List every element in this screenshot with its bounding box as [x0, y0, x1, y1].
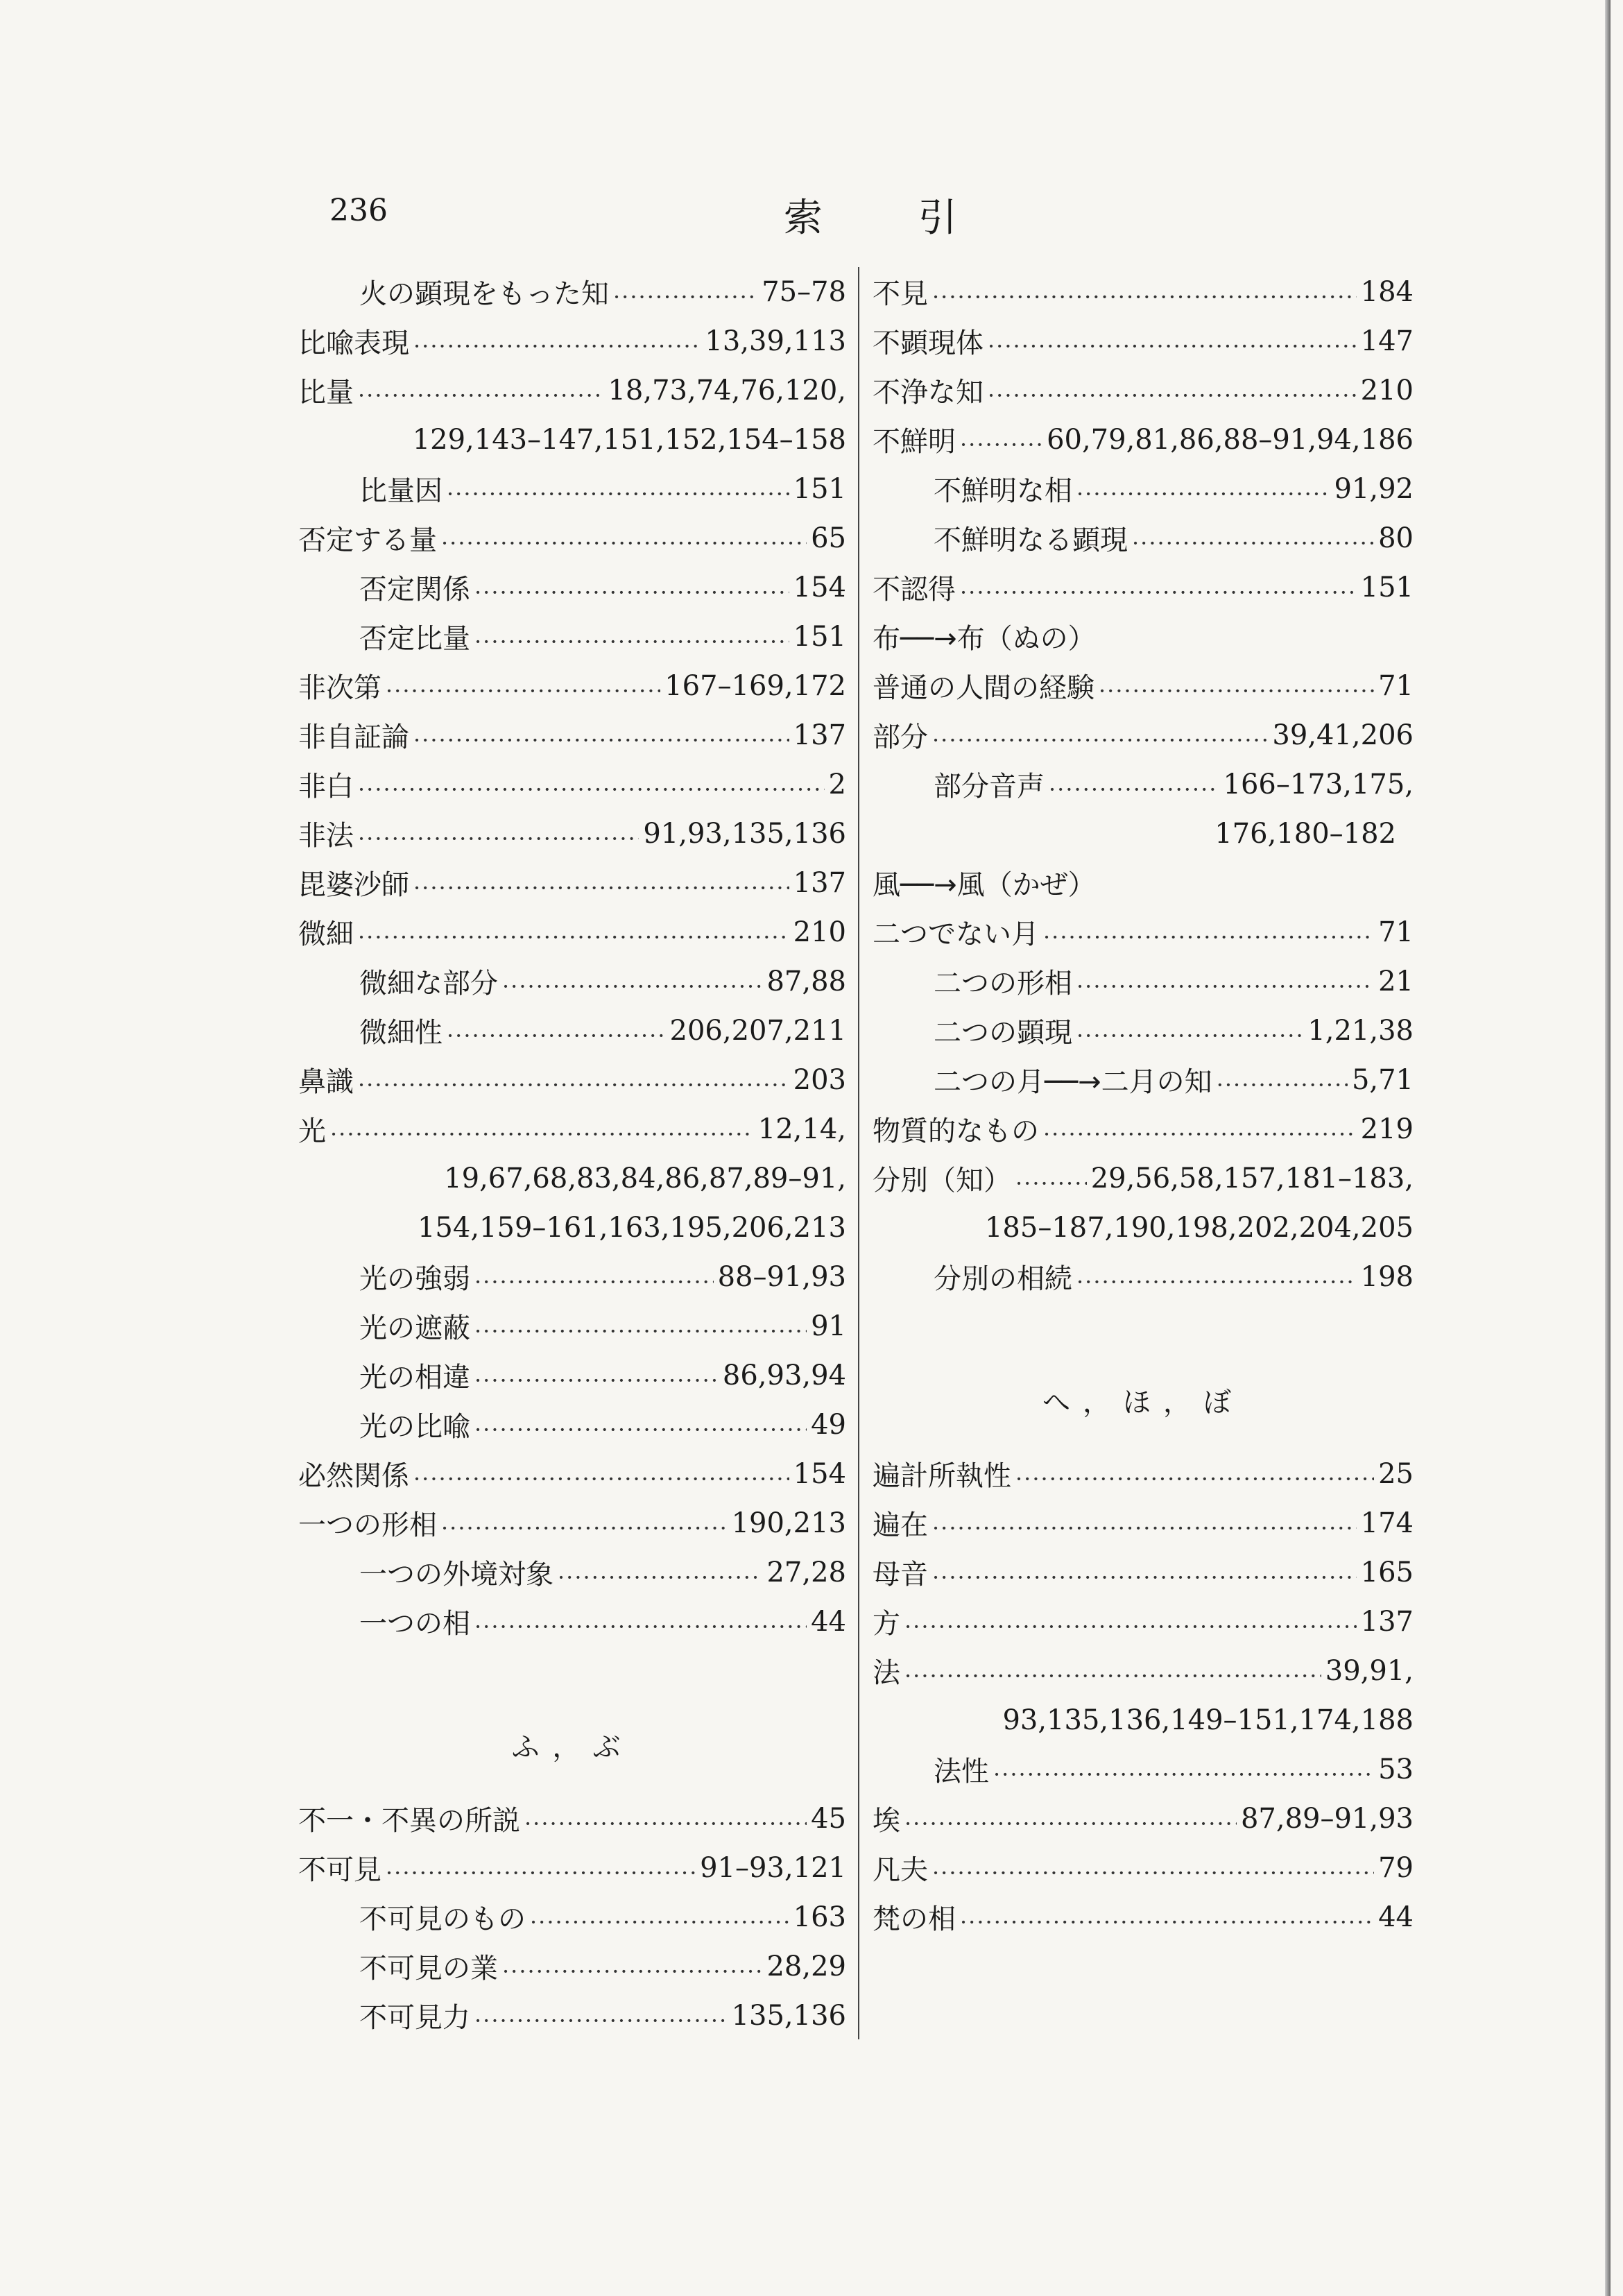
index-entry	[298, 1055, 846, 1104]
dot-leader	[932, 721, 1268, 749]
entry-pages: 25	[1378, 1457, 1414, 1490]
entry-term: 二つの顕現	[934, 1017, 1072, 1049]
entry-term: 否定比量	[359, 623, 470, 655]
dot-leader	[932, 1559, 1357, 1586]
entry-term: 部分	[873, 721, 928, 753]
index-cross-reference	[873, 858, 1414, 907]
entry-pages: 210	[793, 916, 846, 948]
entry-pages: 203	[793, 1063, 846, 1096]
index-subentry	[298, 1351, 846, 1400]
entry-term: 光の遮蔽	[359, 1312, 470, 1344]
dot-leader	[960, 426, 1042, 454]
dot-leader	[474, 623, 789, 651]
entry-pages: 151	[1360, 571, 1414, 603]
entry-pages: 166–173,175,	[1223, 768, 1414, 800]
dot-leader	[1043, 1115, 1357, 1143]
entry-pages: 19,67,68,83,84,86,87,89–91,	[444, 1162, 846, 1194]
dot-leader	[1217, 1066, 1348, 1094]
index-subentry	[873, 957, 1414, 1006]
index-entry	[873, 1154, 1414, 1203]
entry-pages: 18,73,74,76,120,	[608, 374, 846, 406]
index-entry	[873, 1794, 1414, 1843]
entry-term: 梵の相	[873, 1903, 956, 1935]
index-entry	[298, 907, 846, 957]
entry-term: 微細な部分	[359, 968, 498, 1000]
dot-leader	[330, 1115, 754, 1143]
entry-pages: 39,41,206	[1272, 719, 1414, 751]
index-column-right	[873, 267, 1414, 1942]
entry-term: 不見	[873, 278, 928, 310]
entry-pages: 53	[1378, 1753, 1414, 1785]
index-entry	[873, 1498, 1414, 1548]
index-subentry	[298, 957, 846, 1006]
index-entry-continuation	[873, 809, 1414, 858]
entry-pages: 5,71	[1351, 1063, 1414, 1096]
entry-term: 光の相違	[359, 1362, 470, 1394]
entry-term: 遍計所執性	[873, 1460, 1011, 1492]
dot-leader	[413, 1460, 789, 1488]
index-entry	[873, 563, 1414, 612]
entry-term: 微細性	[359, 1017, 443, 1049]
dot-leader	[358, 918, 789, 946]
entry-pages: 91	[811, 1310, 846, 1342]
dot-leader	[474, 2002, 728, 2030]
entry-term: 不鮮明なる顕現	[934, 524, 1128, 556]
dot-leader	[960, 1903, 1374, 1931]
entry-term: 微細	[298, 918, 354, 950]
entry-term: 方	[873, 1608, 900, 1640]
entry-term: 火の顕現をもった知	[359, 278, 609, 310]
index-entry	[873, 1548, 1414, 1597]
dot-leader	[1043, 918, 1374, 946]
entry-term: 不可見のもの	[359, 1903, 526, 1935]
index-entry	[873, 661, 1414, 710]
index-entry	[873, 1892, 1414, 1942]
index-subentry	[298, 1597, 846, 1646]
index-entry-continuation	[298, 1154, 846, 1203]
dot-leader	[904, 1608, 1357, 1636]
entry-pages: 29,56,58,157,181–183,	[1090, 1162, 1414, 1194]
index-entry	[298, 1794, 846, 1843]
entry-term: 二つの月──→二月の知	[934, 1066, 1212, 1098]
entry-pages: 185–187,190,198,202,204,205	[984, 1211, 1414, 1244]
index-subentry	[873, 513, 1414, 563]
dot-leader	[1099, 672, 1374, 700]
index-entry	[298, 809, 846, 858]
entry-pages: 87,89–91,93	[1240, 1802, 1414, 1835]
index-subentry	[873, 1006, 1414, 1055]
index-subentry	[873, 1745, 1414, 1794]
entry-term: 非次第	[298, 672, 381, 704]
index-entry	[873, 366, 1414, 415]
entry-term: 不認得	[873, 574, 956, 606]
entry-term: 布──→布（ぬの）	[873, 623, 1096, 655]
entry-term: 不可見の業	[359, 1953, 498, 1985]
entry-pages: 65	[811, 522, 846, 554]
entry-pages: 91–93,121	[700, 1851, 846, 1884]
index-entry	[298, 366, 846, 415]
index-subentry	[298, 267, 846, 316]
entry-pages: 135,136	[731, 1999, 846, 2032]
index-entry	[873, 1597, 1414, 1646]
index-entry	[873, 1843, 1414, 1892]
dot-leader	[386, 672, 660, 700]
entry-pages: 151	[793, 620, 846, 653]
dot-leader	[1049, 771, 1219, 798]
entry-term: 毘婆沙師	[298, 869, 409, 901]
entry-pages: 165	[1360, 1556, 1414, 1588]
entry-pages: 93,135,136,149–151,174,188	[1002, 1704, 1414, 1736]
entry-pages: 2	[828, 768, 846, 800]
index-entry-continuation	[873, 1695, 1414, 1745]
dot-leader	[1015, 1460, 1374, 1488]
entry-term: 光の強弱	[359, 1263, 470, 1295]
entry-term: 比量因	[359, 475, 443, 507]
dot-leader	[413, 721, 789, 749]
index-entry	[873, 1449, 1414, 1498]
dot-leader	[474, 1312, 807, 1340]
entry-pages: 176,180–182	[1214, 817, 1396, 850]
dot-leader	[413, 327, 701, 355]
entry-term: 物質的なもの	[873, 1115, 1039, 1147]
index-subentry	[873, 1252, 1414, 1301]
entry-term: 部分音声	[934, 771, 1045, 803]
entry-term: 不可見	[298, 1854, 381, 1886]
entry-term: 否定関係	[359, 574, 470, 606]
entry-pages: 147	[1360, 325, 1414, 357]
dot-leader	[1076, 1017, 1303, 1045]
dot-leader	[932, 1509, 1357, 1537]
page-edge-shadow	[1605, 0, 1611, 2296]
index-entry-continuation	[298, 415, 846, 464]
index-entry	[298, 710, 846, 760]
index-entry	[873, 415, 1414, 464]
entry-pages: 129,143–147,151,152,154–158	[412, 423, 846, 456]
entry-pages: 44	[1378, 1901, 1414, 1933]
index-subentry	[873, 760, 1414, 809]
entry-term: 分別（知）	[873, 1165, 1011, 1197]
entry-term: 比喩表現	[298, 327, 409, 359]
entry-pages: 86,93,94	[722, 1359, 846, 1391]
entry-pages: 27,28	[766, 1556, 846, 1588]
page-header	[0, 187, 1623, 250]
entry-term: 鼻識	[298, 1066, 354, 1098]
entry-pages: 75–78	[762, 275, 846, 308]
entry-pages: 198	[1360, 1260, 1414, 1293]
index-subentry	[298, 1548, 846, 1597]
entry-pages: 163	[793, 1901, 846, 1933]
entry-term: 非自証論	[298, 721, 409, 753]
dot-leader	[358, 771, 825, 798]
entry-term: 一つの形相	[298, 1509, 437, 1541]
entry-pages: 167–169,172	[664, 669, 846, 702]
dot-leader	[988, 327, 1357, 355]
entry-pages: 45	[811, 1802, 846, 1835]
entry-term: 普通の人間の経験	[873, 672, 1094, 704]
dot-leader	[530, 1903, 789, 1931]
entry-pages: 79	[1378, 1851, 1414, 1884]
index-entry-continuation	[873, 1203, 1414, 1252]
entry-pages: 154	[793, 571, 846, 603]
entry-term: 非法	[298, 820, 354, 852]
dot-leader	[524, 1805, 807, 1833]
dot-leader	[904, 1805, 1237, 1833]
section-heading-fu: ふ，ぶ	[511, 1731, 633, 1763]
index-subentry	[298, 1400, 846, 1449]
entry-term: 法性	[934, 1756, 989, 1788]
dot-leader	[386, 1854, 696, 1882]
dot-leader	[474, 1362, 719, 1389]
dot-leader	[1076, 968, 1374, 995]
index-subentry	[298, 1942, 846, 1991]
dot-leader	[558, 1559, 762, 1586]
index-cross-reference	[873, 612, 1414, 661]
entry-term: 必然関係	[298, 1460, 409, 1492]
spacer	[873, 1301, 1414, 1351]
index-entry	[298, 858, 846, 907]
entry-pages: 174	[1360, 1507, 1414, 1539]
dot-leader	[932, 1854, 1374, 1882]
dot-leader	[960, 574, 1357, 601]
index-entry	[873, 907, 1414, 957]
entry-term: 分別の相続	[934, 1263, 1072, 1295]
dot-leader	[474, 1608, 807, 1636]
entry-pages: 210	[1360, 374, 1414, 406]
index-subentry	[298, 563, 846, 612]
index-subentry	[298, 1252, 846, 1301]
entry-term: 凡夫	[873, 1854, 928, 1886]
entry-pages: 190,213	[731, 1507, 846, 1539]
page-title: 索 引	[784, 196, 999, 241]
entry-term: 二つでない月	[873, 918, 1039, 950]
dot-leader	[988, 377, 1357, 404]
entry-term: 埃	[873, 1805, 900, 1837]
spacer	[298, 1646, 846, 1695]
dot-leader	[1132, 524, 1374, 552]
column-divider	[858, 267, 859, 2039]
index-entry	[873, 267, 1414, 316]
entry-pages: 154	[793, 1457, 846, 1490]
entry-term: 光の比喩	[359, 1411, 470, 1443]
dot-leader	[474, 1263, 714, 1291]
index-entry	[873, 1646, 1414, 1695]
entry-pages: 49	[811, 1408, 846, 1441]
entry-pages: 21	[1378, 965, 1414, 997]
entry-term: 風──→風（かぜ）	[873, 869, 1096, 901]
index-column-left	[298, 267, 846, 2040]
dot-leader	[1076, 1263, 1357, 1291]
entry-pages: 91,92	[1334, 472, 1414, 505]
entry-term: 不鮮明な相	[934, 475, 1072, 507]
dot-leader	[447, 1017, 666, 1045]
entry-term: 二つの形相	[934, 968, 1072, 1000]
right-entry-group-2	[873, 1449, 1414, 1942]
entry-term: 法	[873, 1657, 900, 1689]
dot-leader	[932, 278, 1357, 306]
index-subentry	[873, 1055, 1414, 1104]
dot-leader	[1076, 475, 1330, 503]
entry-pages: 87,88	[766, 965, 846, 997]
dot-leader	[441, 524, 807, 552]
entry-term: 母音	[873, 1559, 928, 1591]
left-entry-group-2	[298, 1794, 846, 2040]
dot-leader	[358, 820, 639, 848]
index-entry	[873, 316, 1414, 366]
entry-pages: 219	[1360, 1113, 1414, 1145]
entry-term: 遍在	[873, 1509, 928, 1541]
dot-leader	[413, 869, 789, 897]
entry-term: 一つの外境対象	[359, 1559, 553, 1591]
entry-term: 否定する量	[298, 524, 437, 556]
entry-term: 不顕現体	[873, 327, 984, 359]
entry-pages: 137	[793, 866, 846, 899]
dot-leader	[502, 1953, 762, 1980]
dot-leader	[993, 1756, 1374, 1783]
index-subentry	[298, 1301, 846, 1351]
dot-leader	[502, 968, 762, 995]
page-number: 236	[329, 193, 388, 228]
entry-pages: 151	[793, 472, 846, 505]
entry-pages: 71	[1378, 916, 1414, 948]
left-entry-group-1	[298, 267, 846, 1646]
entry-pages: 154,159–161,163,195,206,213	[417, 1211, 846, 1244]
entry-pages: 44	[811, 1605, 846, 1638]
entry-term: 不一・不異の所説	[298, 1805, 520, 1837]
dot-leader	[447, 475, 789, 503]
dot-leader	[358, 1066, 789, 1094]
entry-pages: 1,21,38	[1307, 1014, 1414, 1047]
index-entry	[298, 1104, 846, 1154]
entry-term: 不鮮明	[873, 426, 956, 458]
right-entry-group-1	[873, 267, 1414, 1301]
entry-term: 比量	[298, 377, 354, 409]
dot-leader	[474, 1411, 807, 1439]
index-subentry	[298, 1006, 846, 1055]
index-entry	[298, 513, 846, 563]
dot-leader	[613, 278, 757, 306]
section-heading-he: へ，ほ，ぼ	[1042, 1386, 1244, 1419]
index-entry	[298, 661, 846, 710]
entry-term: 不浄な知	[873, 377, 984, 409]
index-entry	[873, 710, 1414, 760]
index-subentry	[298, 464, 846, 513]
entry-term: 非白	[298, 771, 354, 803]
index-entry	[298, 316, 846, 366]
entry-term: 一つの相	[359, 1608, 470, 1640]
index-subentry	[298, 1991, 846, 2040]
entry-pages: 28,29	[766, 1950, 846, 1982]
entry-pages: 184	[1360, 275, 1414, 308]
index-entry	[298, 1498, 846, 1548]
index-subentry	[298, 1892, 846, 1942]
dot-leader	[441, 1509, 728, 1537]
entry-pages: 88–91,93	[717, 1260, 846, 1293]
entry-term: 不可見力	[359, 2002, 470, 2034]
entry-pages: 206,207,211	[669, 1014, 846, 1047]
dot-leader	[474, 574, 789, 601]
index-entry	[298, 1843, 846, 1892]
index-entry	[298, 1449, 846, 1498]
entry-term: 光	[298, 1115, 326, 1147]
entry-pages: 60,79,81,86,88–91,94,186	[1047, 423, 1414, 456]
entry-pages: 137	[1360, 1605, 1414, 1638]
dot-leader	[904, 1657, 1321, 1685]
dot-leader	[358, 377, 603, 404]
entry-pages: 13,39,113	[705, 325, 846, 357]
entry-pages: 80	[1378, 522, 1414, 554]
index-subentry	[873, 464, 1414, 513]
dot-leader	[1015, 1165, 1087, 1192]
index-entry	[298, 760, 846, 809]
entry-pages: 91,93,135,136	[643, 817, 846, 850]
entry-pages: 71	[1378, 669, 1414, 702]
index-subentry	[298, 612, 846, 661]
index-entry-continuation	[298, 1203, 846, 1252]
entry-pages: 12,14,	[757, 1113, 846, 1145]
index-entry	[873, 1104, 1414, 1154]
entry-pages: 137	[793, 719, 846, 751]
entry-pages: 39,91,	[1325, 1654, 1414, 1687]
